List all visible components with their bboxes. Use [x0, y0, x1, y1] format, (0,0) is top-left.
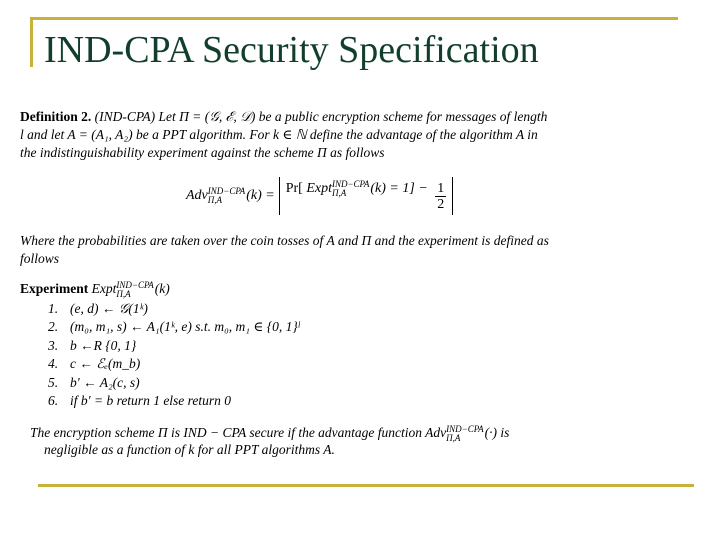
- experiment-name-sub: Π,A: [116, 289, 131, 299]
- experiment-step: [48, 300, 300, 318]
- formula-fraction: [435, 181, 446, 212]
- formula-adv: Adv: [186, 188, 208, 204]
- step-text: c ← ℰₑ(m_b): [70, 356, 141, 372]
- step-number: 3.: [48, 337, 59, 353]
- formula-frac-den: 2: [437, 197, 445, 213]
- formula-pr: Pr: [285, 181, 299, 197]
- frame-bottom-line: [38, 484, 694, 487]
- experiment-label: Experiment: [20, 281, 89, 297]
- step-text: b ←R {0, 1}: [70, 337, 137, 353]
- formula-adv-sub: Π,A: [207, 195, 223, 206]
- frame-top-line: [30, 17, 678, 20]
- experiment-heading: [20, 281, 170, 299]
- formula-bracket-open: [: [298, 181, 303, 197]
- experiment-arg: (k): [154, 281, 170, 297]
- experiment-steps: [48, 300, 300, 410]
- experiment-name-scripts: [116, 281, 153, 299]
- step-text: if b′ = b return 1 else return 0: [70, 393, 232, 409]
- step-text: b′ ← A₂(c, s): [70, 374, 140, 390]
- conclusion-scripts: [446, 425, 483, 443]
- definition-block: [20, 108, 712, 162]
- formula-expt-scripts: [332, 180, 369, 198]
- experiment-name: Expt: [91, 281, 117, 297]
- conclusion-sup: IND−CPA: [446, 423, 484, 434]
- probabilities-line-2: follows: [20, 251, 60, 266]
- advantage-formula: [186, 177, 457, 215]
- formula-expt-arg: (k) = 1] −: [370, 181, 428, 197]
- definition-text-1: (IND-CPA) Let Π = (𝒢, ℰ, 𝒟) be a public encryption scheme for messages of length: [94, 109, 548, 124]
- probabilities-line-1: Where the probabilities are taken over the coin tosses of A and Π and the experiment is defined as: [20, 233, 549, 248]
- experiment-step: [48, 337, 300, 355]
- experiment-step: [48, 318, 300, 336]
- step-number: 4.: [48, 356, 59, 372]
- experiment-step: [48, 355, 300, 373]
- experiment-step: [48, 392, 300, 410]
- definition-line-2: l and let A = (A₁, A₂) be a PPT algorithm. For k ∈ ℕ define the advantage of the algorithm A in: [20, 127, 538, 142]
- frame-left-line: [30, 17, 33, 67]
- step-text: (m₀, m₁, s) ← A₁(1ᵏ, e) s.t. m₀, m₁ ∈ {0, 1}ˡ: [70, 319, 300, 335]
- formula-adv-sup: IND−CPA: [207, 186, 246, 197]
- formula-expt-sub: Π,A: [331, 188, 347, 198]
- conclusion-text-a: The encryption scheme Π is IND − CPA secure if the advantage function Adv: [30, 425, 447, 440]
- step-number: 5.: [48, 374, 59, 390]
- experiment-name-sup: IND−CPA: [116, 280, 154, 290]
- step-number: 2.: [48, 319, 59, 335]
- step-number: 1.: [48, 301, 59, 316]
- step-number: 6.: [48, 393, 59, 409]
- formula-expt: Expt: [306, 181, 332, 197]
- formula-adv-scripts: [208, 187, 245, 205]
- conclusion-text-b: (·) is: [484, 425, 510, 440]
- formula-adv-arg: (k) =: [246, 188, 275, 204]
- formula-frac-num: 1: [437, 181, 445, 197]
- step-text: (e, d) ← 𝒢(1ᵏ): [70, 301, 148, 316]
- slide-title: IND-CPA Security Specification: [44, 29, 539, 71]
- conclusion-line-1: [30, 423, 509, 443]
- experiment-step: [48, 374, 300, 392]
- formula-expt-sup: IND−CPA: [331, 179, 370, 189]
- formula-absolute-value: [279, 177, 454, 215]
- conclusion-sub: Π,A: [446, 432, 461, 443]
- definition-line-3: the indistinguishability experiment against the scheme Π as follows: [20, 145, 385, 160]
- probabilities-paragraph: [20, 232, 549, 268]
- definition-line-1: [20, 108, 712, 126]
- definition-label: Definition 2.: [20, 109, 92, 124]
- conclusion-line-2: negligible as a function of k for all PPT algorithms A.: [44, 442, 335, 457]
